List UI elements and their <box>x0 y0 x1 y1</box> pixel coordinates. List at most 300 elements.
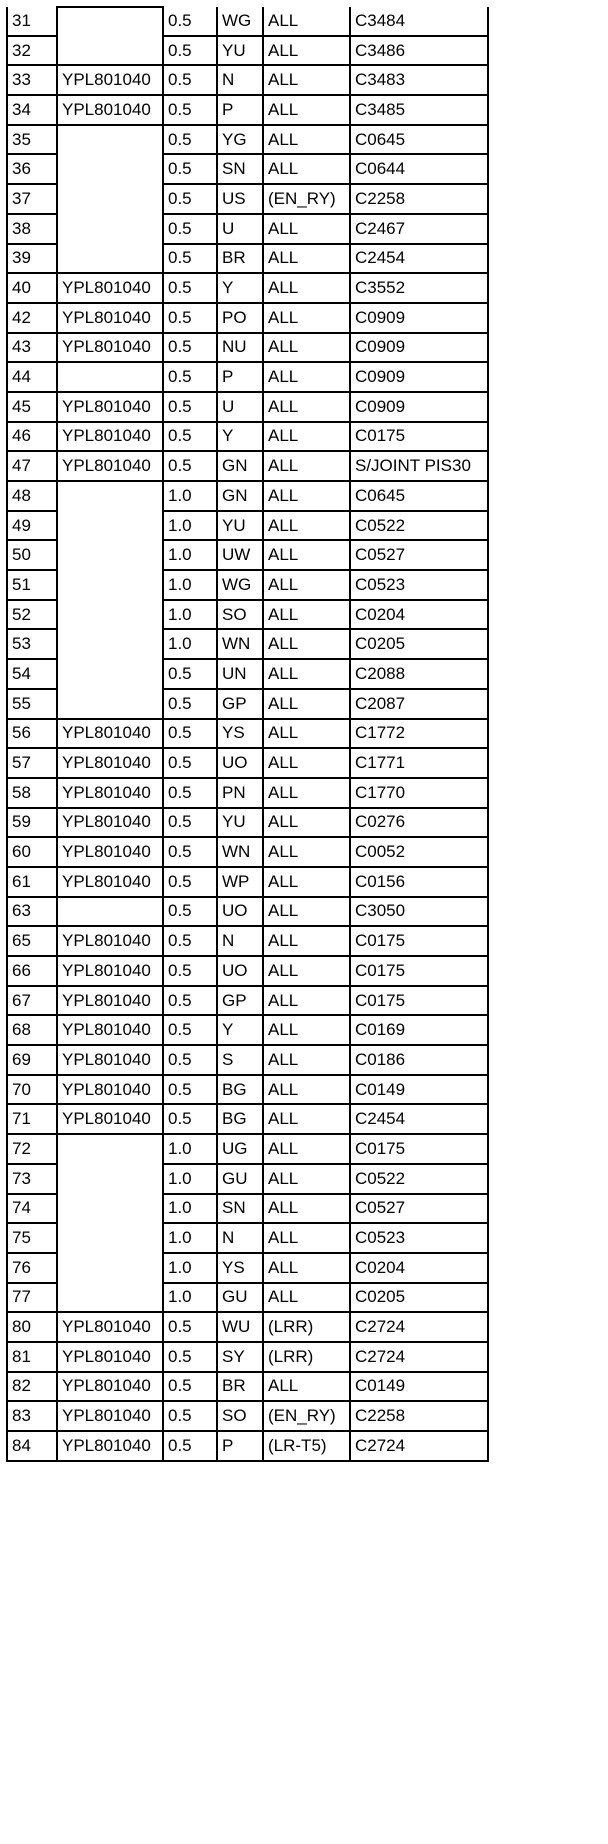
table-row <box>7 778 488 808</box>
table-row <box>7 1075 488 1105</box>
part-number-cell: YPL801040 <box>57 422 163 452</box>
color-code-cell: GU <box>217 1283 263 1313</box>
row-number-cell: 50 <box>7 540 57 570</box>
wire-size-cell: 0.5 <box>163 778 217 808</box>
connector-cell: C3485 <box>350 95 488 125</box>
part-number-cell: YPL801040 <box>57 956 163 986</box>
color-code-cell: GP <box>217 986 263 1016</box>
row-number-cell: 65 <box>7 926 57 956</box>
part-number-cell <box>57 540 163 570</box>
color-code-cell: UO <box>217 956 263 986</box>
row-number-cell: 42 <box>7 303 57 333</box>
wire-size-cell: 0.5 <box>163 451 217 481</box>
wire-size-cell: 0.5 <box>163 1312 217 1342</box>
row-number-cell: 80 <box>7 1312 57 1342</box>
part-number-cell <box>57 897 163 927</box>
option-cell: ALL <box>263 392 350 422</box>
table-row <box>7 273 488 303</box>
option-cell: ALL <box>263 600 350 630</box>
row-number-cell: 38 <box>7 214 57 244</box>
row-number-cell: 40 <box>7 273 57 303</box>
part-number-cell <box>57 1164 163 1194</box>
color-code-cell: SO <box>217 1401 263 1431</box>
part-number-cell <box>57 154 163 184</box>
row-number-cell: 84 <box>7 1431 57 1461</box>
connector-cell: C0204 <box>350 600 488 630</box>
option-cell: ALL <box>263 926 350 956</box>
connector-cell: C0909 <box>350 362 488 392</box>
color-code-cell: PN <box>217 778 263 808</box>
row-number-cell: 36 <box>7 154 57 184</box>
wire-size-cell: 1.0 <box>163 1164 217 1194</box>
connector-cell: C2724 <box>350 1431 488 1461</box>
wire-size-cell: 0.5 <box>163 956 217 986</box>
color-code-cell: P <box>217 1431 263 1461</box>
part-number-cell <box>57 600 163 630</box>
connector-cell: C3484 <box>350 7 488 36</box>
option-cell: ALL <box>263 867 350 897</box>
connector-cell: C2724 <box>350 1312 488 1342</box>
color-code-cell: WG <box>217 570 263 600</box>
wire-size-cell: 0.5 <box>163 926 217 956</box>
wire-size-cell: 1.0 <box>163 1194 217 1224</box>
table-row <box>7 214 488 244</box>
table-row <box>7 95 488 125</box>
wire-size-cell: 0.5 <box>163 362 217 392</box>
row-number-cell: 53 <box>7 629 57 659</box>
table-row <box>7 659 488 689</box>
connector-cell: S/JOINT PIS30 <box>350 451 488 481</box>
connector-cell: C1772 <box>350 719 488 749</box>
part-number-cell <box>57 244 163 274</box>
table-row <box>7 125 488 155</box>
table-row <box>7 1342 488 1372</box>
table-row <box>7 1194 488 1224</box>
color-code-cell: P <box>217 362 263 392</box>
connector-cell: C0205 <box>350 629 488 659</box>
option-cell: ALL <box>263 629 350 659</box>
connector-cell: C0169 <box>350 1015 488 1045</box>
color-code-cell: YU <box>217 36 263 66</box>
option-cell: ALL <box>263 778 350 808</box>
table-row <box>7 511 488 541</box>
connector-cell: C0175 <box>350 422 488 452</box>
wire-size-cell: 1.0 <box>163 1253 217 1283</box>
wire-size-cell: 0.5 <box>163 333 217 363</box>
wire-size-cell: 0.5 <box>163 214 217 244</box>
row-number-cell: 33 <box>7 65 57 95</box>
wire-size-cell: 0.5 <box>163 1075 217 1105</box>
option-cell: ALL <box>263 273 350 303</box>
option-cell: ALL <box>263 362 350 392</box>
color-code-cell: BR <box>217 1372 263 1402</box>
table-row <box>7 362 488 392</box>
connector-cell: C0175 <box>350 926 488 956</box>
table-row <box>7 1134 488 1164</box>
table-row <box>7 65 488 95</box>
row-number-cell: 43 <box>7 333 57 363</box>
row-number-cell: 75 <box>7 1223 57 1253</box>
option-cell: ALL <box>263 748 350 778</box>
table-row <box>7 748 488 778</box>
table-row <box>7 1431 488 1461</box>
table-row <box>7 1401 488 1431</box>
connector-cell: C3486 <box>350 36 488 66</box>
wire-size-cell: 1.0 <box>163 600 217 630</box>
color-code-cell: WU <box>217 1312 263 1342</box>
table-row <box>7 926 488 956</box>
table-row <box>7 392 488 422</box>
row-number-cell: 83 <box>7 1401 57 1431</box>
row-number-cell: 70 <box>7 1075 57 1105</box>
option-cell: ALL <box>263 333 350 363</box>
wire-size-cell: 0.5 <box>163 95 217 125</box>
connector-cell: C2258 <box>350 1401 488 1431</box>
color-code-cell: YU <box>217 808 263 838</box>
part-number-cell <box>57 1283 163 1313</box>
wire-size-cell: 0.5 <box>163 1015 217 1045</box>
option-cell: ALL <box>263 659 350 689</box>
row-number-cell: 60 <box>7 837 57 867</box>
color-code-cell: UO <box>217 748 263 778</box>
option-cell: (EN_RY) <box>263 1401 350 1431</box>
row-number-cell: 49 <box>7 511 57 541</box>
row-number-cell: 31 <box>7 7 57 36</box>
option-cell: ALL <box>263 125 350 155</box>
row-number-cell: 34 <box>7 95 57 125</box>
part-number-cell <box>57 689 163 719</box>
row-number-cell: 68 <box>7 1015 57 1045</box>
option-cell: ALL <box>263 481 350 511</box>
part-number-cell: YPL801040 <box>57 867 163 897</box>
option-cell: ALL <box>263 1075 350 1105</box>
color-code-cell: N <box>217 926 263 956</box>
color-code-cell: BG <box>217 1104 263 1134</box>
color-code-cell: YG <box>217 125 263 155</box>
option-cell: ALL <box>263 1015 350 1045</box>
connector-cell: C0645 <box>350 125 488 155</box>
row-number-cell: 52 <box>7 600 57 630</box>
option-cell: ALL <box>263 897 350 927</box>
part-number-cell: YPL801040 <box>57 837 163 867</box>
table-row <box>7 1223 488 1253</box>
option-cell: (EN_RY) <box>263 184 350 214</box>
row-number-cell: 45 <box>7 392 57 422</box>
part-number-cell <box>57 629 163 659</box>
wire-size-cell: 0.5 <box>163 897 217 927</box>
option-cell: ALL <box>263 511 350 541</box>
table-row <box>7 481 488 511</box>
table-row <box>7 1045 488 1075</box>
table-row <box>7 1372 488 1402</box>
option-cell: ALL <box>263 689 350 719</box>
option-cell: ALL <box>263 303 350 333</box>
option-cell: ALL <box>263 570 350 600</box>
option-cell: ALL <box>263 719 350 749</box>
color-code-cell: P <box>217 95 263 125</box>
part-number-cell <box>57 184 163 214</box>
color-code-cell: NU <box>217 333 263 363</box>
part-number-cell <box>57 1134 163 1164</box>
wire-size-cell: 0.5 <box>163 689 217 719</box>
table-row <box>7 451 488 481</box>
option-cell: ALL <box>263 7 350 36</box>
row-number-cell: 76 <box>7 1253 57 1283</box>
row-number-cell: 67 <box>7 986 57 1016</box>
part-number-cell <box>57 481 163 511</box>
option-cell: ALL <box>263 422 350 452</box>
table-row <box>7 154 488 184</box>
option-cell: ALL <box>263 244 350 274</box>
option-cell: ALL <box>263 808 350 838</box>
connector-cell: C2467 <box>350 214 488 244</box>
wire-size-cell: 0.5 <box>163 748 217 778</box>
wire-size-cell: 0.5 <box>163 422 217 452</box>
connector-cell: C0909 <box>350 303 488 333</box>
color-code-cell: Y <box>217 1015 263 1045</box>
color-code-cell: BR <box>217 244 263 274</box>
color-code-cell: GP <box>217 689 263 719</box>
part-number-cell: YPL801040 <box>57 392 163 422</box>
option-cell: ALL <box>263 1372 350 1402</box>
part-number-cell: YPL801040 <box>57 986 163 1016</box>
part-number-cell: YPL801040 <box>57 1015 163 1045</box>
option-cell: ALL <box>263 214 350 244</box>
option-cell: (LRR) <box>263 1312 350 1342</box>
row-number-cell: 72 <box>7 1134 57 1164</box>
row-number-cell: 71 <box>7 1104 57 1134</box>
row-number-cell: 61 <box>7 867 57 897</box>
table-row <box>7 1015 488 1045</box>
table-row <box>7 719 488 749</box>
color-code-cell: GN <box>217 481 263 511</box>
connector-cell: C0175 <box>350 1134 488 1164</box>
connector-cell: C2258 <box>350 184 488 214</box>
wire-size-cell: 0.5 <box>163 392 217 422</box>
connector-cell: C0052 <box>350 837 488 867</box>
color-code-cell: N <box>217 1223 263 1253</box>
wire-size-cell: 0.5 <box>163 1045 217 1075</box>
option-cell: ALL <box>263 154 350 184</box>
wire-size-cell: 0.5 <box>163 184 217 214</box>
connector-cell: C0909 <box>350 392 488 422</box>
part-number-cell: YPL801040 <box>57 1401 163 1431</box>
connector-cell: C0522 <box>350 511 488 541</box>
color-code-cell: Y <box>217 422 263 452</box>
table-row <box>7 897 488 927</box>
color-code-cell: WN <box>217 629 263 659</box>
wire-size-cell: 0.5 <box>163 719 217 749</box>
color-code-cell: GU <box>217 1164 263 1194</box>
part-number-cell: YPL801040 <box>57 451 163 481</box>
option-cell: ALL <box>263 1283 350 1313</box>
part-number-cell <box>57 511 163 541</box>
connector-cell: C0175 <box>350 986 488 1016</box>
connector-cell: C0645 <box>350 481 488 511</box>
part-number-cell: YPL801040 <box>57 333 163 363</box>
row-number-cell: 47 <box>7 451 57 481</box>
wire-size-cell: 0.5 <box>163 1342 217 1372</box>
row-number-cell: 48 <box>7 481 57 511</box>
wire-size-cell: 1.0 <box>163 570 217 600</box>
connector-cell: C0149 <box>350 1075 488 1105</box>
wire-size-cell: 1.0 <box>163 481 217 511</box>
table-row <box>7 570 488 600</box>
part-number-cell: YPL801040 <box>57 748 163 778</box>
table-row <box>7 837 488 867</box>
wire-table <box>6 6 489 1462</box>
connector-cell: C0156 <box>350 867 488 897</box>
part-number-cell: YPL801040 <box>57 65 163 95</box>
part-number-cell <box>57 659 163 689</box>
connector-cell: C0523 <box>350 570 488 600</box>
part-number-cell: YPL801040 <box>57 778 163 808</box>
part-number-cell: YPL801040 <box>57 808 163 838</box>
part-number-cell: YPL801040 <box>57 95 163 125</box>
row-number-cell: 55 <box>7 689 57 719</box>
connector-cell: C3552 <box>350 273 488 303</box>
connector-cell: C2088 <box>350 659 488 689</box>
connector-cell: C3050 <box>350 897 488 927</box>
color-code-cell: N <box>217 65 263 95</box>
connector-cell: C0186 <box>350 1045 488 1075</box>
connector-cell: C2724 <box>350 1342 488 1372</box>
part-number-cell <box>57 125 163 155</box>
wire-size-cell: 0.5 <box>163 808 217 838</box>
row-number-cell: 77 <box>7 1283 57 1313</box>
row-number-cell: 32 <box>7 36 57 66</box>
part-number-cell: YPL801040 <box>57 1104 163 1134</box>
table-row <box>7 303 488 333</box>
connector-cell: C0523 <box>350 1223 488 1253</box>
connector-cell: C1771 <box>350 748 488 778</box>
row-number-cell: 63 <box>7 897 57 927</box>
wire-size-cell: 0.5 <box>163 1431 217 1461</box>
part-number-cell: YPL801040 <box>57 1342 163 1372</box>
table-row <box>7 1164 488 1194</box>
color-code-cell: YS <box>217 1253 263 1283</box>
color-code-cell: UG <box>217 1134 263 1164</box>
wire-size-cell: 0.5 <box>163 273 217 303</box>
connector-cell: C0644 <box>350 154 488 184</box>
connector-cell: C0204 <box>350 1253 488 1283</box>
wire-size-cell: 1.0 <box>163 1223 217 1253</box>
connector-cell: C0205 <box>350 1283 488 1313</box>
table-row <box>7 1283 488 1313</box>
color-code-cell: SN <box>217 1194 263 1224</box>
table-row <box>7 689 488 719</box>
wire-size-cell: 1.0 <box>163 1134 217 1164</box>
table-row <box>7 36 488 66</box>
wire-size-cell: 1.0 <box>163 1283 217 1313</box>
wire-size-cell: 0.5 <box>163 303 217 333</box>
row-number-cell: 69 <box>7 1045 57 1075</box>
color-code-cell: BG <box>217 1075 263 1105</box>
part-number-cell: YPL801040 <box>57 1312 163 1342</box>
part-number-cell <box>57 362 163 392</box>
color-code-cell: PO <box>217 303 263 333</box>
color-code-cell: S <box>217 1045 263 1075</box>
color-code-cell: UN <box>217 659 263 689</box>
table-row <box>7 7 488 36</box>
option-cell: ALL <box>263 986 350 1016</box>
table-row <box>7 184 488 214</box>
table-row <box>7 333 488 363</box>
connector-cell: C0276 <box>350 808 488 838</box>
wire-size-cell: 0.5 <box>163 1104 217 1134</box>
connector-cell: C2087 <box>350 689 488 719</box>
connector-cell: C0522 <box>350 1164 488 1194</box>
wire-size-cell: 0.5 <box>163 125 217 155</box>
row-number-cell: 37 <box>7 184 57 214</box>
part-number-cell: YPL801040 <box>57 1372 163 1402</box>
wire-size-cell: 1.0 <box>163 540 217 570</box>
part-number-cell <box>57 1194 163 1224</box>
part-number-cell: YPL801040 <box>57 1045 163 1075</box>
color-code-cell: Y <box>217 273 263 303</box>
option-cell: ALL <box>263 65 350 95</box>
connector-cell: C1770 <box>350 778 488 808</box>
color-code-cell: GN <box>217 451 263 481</box>
option-cell: ALL <box>263 95 350 125</box>
connector-cell: C2454 <box>350 1104 488 1134</box>
part-number-cell: YPL801040 <box>57 719 163 749</box>
wire-size-cell: 0.5 <box>163 867 217 897</box>
option-cell: ALL <box>263 1253 350 1283</box>
table-row <box>7 808 488 838</box>
row-number-cell: 82 <box>7 1372 57 1402</box>
color-code-cell: US <box>217 184 263 214</box>
color-code-cell: U <box>217 392 263 422</box>
option-cell: (LRR) <box>263 1342 350 1372</box>
part-number-cell: YPL801040 <box>57 303 163 333</box>
part-number-cell: YPL801040 <box>57 926 163 956</box>
color-code-cell: UW <box>217 540 263 570</box>
option-cell: ALL <box>263 1223 350 1253</box>
option-cell: ALL <box>263 956 350 986</box>
connector-cell: C0527 <box>350 1194 488 1224</box>
table-row <box>7 986 488 1016</box>
connector-cell: C0149 <box>350 1372 488 1402</box>
option-cell: ALL <box>263 837 350 867</box>
wire-size-cell: 0.5 <box>163 65 217 95</box>
table-row <box>7 1312 488 1342</box>
row-number-cell: 74 <box>7 1194 57 1224</box>
part-number-cell <box>57 570 163 600</box>
option-cell: ALL <box>263 1134 350 1164</box>
table-row <box>7 1253 488 1283</box>
table-row <box>7 956 488 986</box>
wire-size-cell: 1.0 <box>163 511 217 541</box>
table-row <box>7 422 488 452</box>
color-code-cell: SY <box>217 1342 263 1372</box>
table-row <box>7 629 488 659</box>
row-number-cell: 73 <box>7 1164 57 1194</box>
row-number-cell: 39 <box>7 244 57 274</box>
wire-table-body <box>7 7 488 1461</box>
part-number-cell <box>57 7 163 36</box>
connector-cell: C0527 <box>350 540 488 570</box>
wire-size-cell: 0.5 <box>163 837 217 867</box>
row-number-cell: 81 <box>7 1342 57 1372</box>
color-code-cell: YS <box>217 719 263 749</box>
color-code-cell: SO <box>217 600 263 630</box>
color-code-cell: U <box>217 214 263 244</box>
connector-cell: C0909 <box>350 333 488 363</box>
row-number-cell: 46 <box>7 422 57 452</box>
color-code-cell: UO <box>217 897 263 927</box>
part-number-cell <box>57 214 163 244</box>
